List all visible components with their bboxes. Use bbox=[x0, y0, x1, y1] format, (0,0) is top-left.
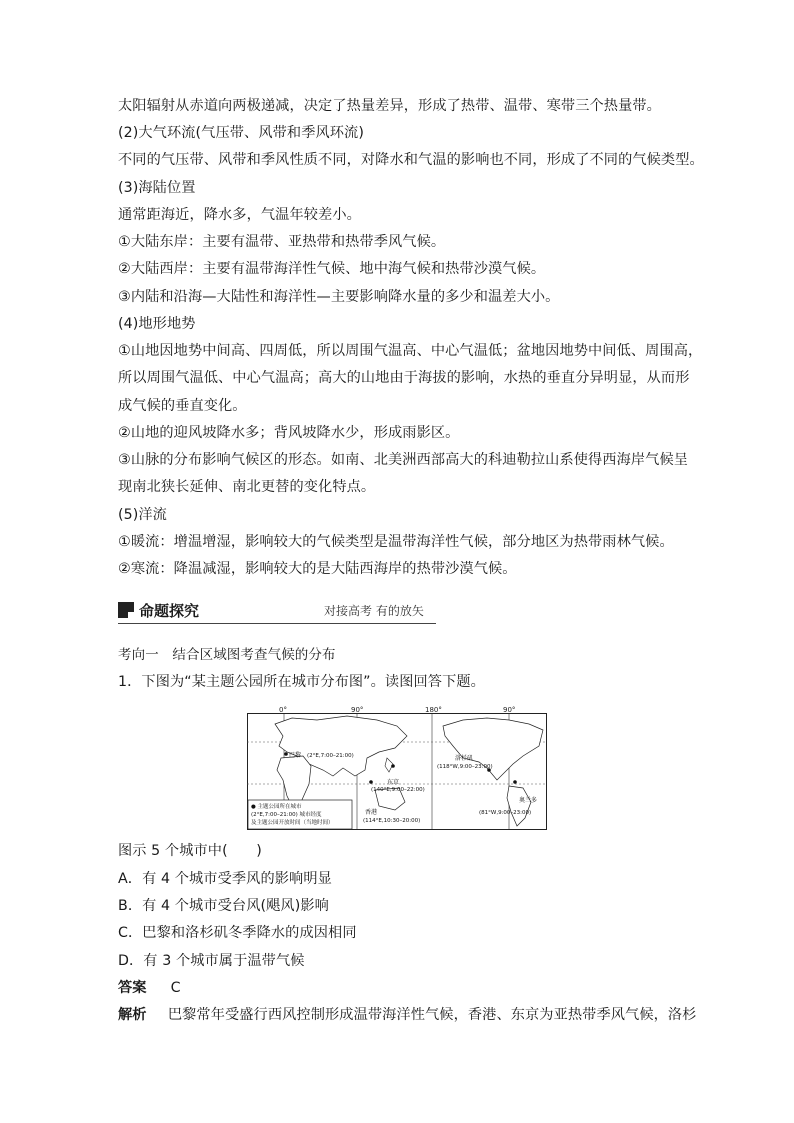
city-info-tokyo: (140°E,9:00–22:00) bbox=[371, 787, 425, 793]
paragraph: (5)洋流 bbox=[118, 507, 167, 523]
paragraph: ②寒流：降温减湿，影响较大的是大陆西海岸的热带沙漠气候。 bbox=[118, 561, 517, 577]
paragraph: ①大陆东岸：主要有温带、亚热带和热带季风气候。 bbox=[118, 234, 446, 250]
analysis-label: 解析 bbox=[118, 1007, 147, 1023]
section-rule bbox=[118, 623, 436, 624]
paragraph: (3)海陆位置 bbox=[118, 180, 196, 196]
city-info-losangeles: (118°W,9:00–23:00) bbox=[437, 764, 493, 770]
option-d[interactable]: D．有 3 个城市属于温带气候 bbox=[118, 953, 305, 969]
paragraph: (2)大气环流(气压带、风带和季风环流) bbox=[118, 125, 364, 141]
option-a[interactable]: A．有 4 个城市受季风的影响明显 bbox=[118, 871, 332, 887]
city-label-paris: 巴黎 bbox=[289, 752, 302, 759]
city-info-paris: (2°E,7:00–21:00) bbox=[307, 753, 354, 759]
answer-label: 答案 bbox=[118, 980, 147, 996]
paragraph: 所以周围气温低、中心气温高；高大的山地由于海拔的影响，水热的垂直分异明显，从而形 bbox=[118, 370, 690, 386]
paragraph: ③山脉的分布影响气候区的形态。如南、北美洲西部高大的科迪勒拉山系使得西海岸气候呈 bbox=[118, 452, 689, 468]
city-info-hongkong: (114°E,10:30–20:00) bbox=[363, 818, 421, 824]
legend-line: (2°E,7:00–21:00) 城市经度 bbox=[251, 812, 322, 818]
legend-title: ● 主题公园所在城市 bbox=[251, 804, 302, 810]
question-stem: 1．下图为“某主题公园所在城市分布图”。读图回答下题。 bbox=[118, 674, 485, 690]
option-c[interactable]: C．巴黎和洛杉矶冬季降水的成因相同 bbox=[118, 925, 357, 941]
paragraph: (4)地形地势 bbox=[118, 316, 196, 332]
city-label-hongkong: 香港 bbox=[365, 809, 378, 816]
lon-label: 90° bbox=[503, 706, 516, 714]
paragraph: 不同的气压带、风带和季风性质不同，对降水和气温的影响也不同，形成了不同的气候类型。 bbox=[118, 152, 704, 168]
section-title: 命题探究 bbox=[139, 602, 200, 620]
paragraph: 成气候的垂直变化。 bbox=[118, 398, 247, 414]
analysis-row bbox=[118, 1005, 696, 1025]
paragraph: 通常距海近，降水多，气温年较差小。 bbox=[118, 207, 361, 223]
paragraph: ②大陆西岸：主要有温带海洋性气候、地中海气候和热带沙漠气候。 bbox=[118, 261, 546, 277]
answer-value: C bbox=[170, 980, 181, 996]
paragraph: ①暖流：增温增湿，影响较大的气候类型是温带海洋性气候，部分地区为热带雨林气候。 bbox=[118, 534, 674, 550]
legend-line: 及主题公园开放时间（当地时间） bbox=[251, 820, 334, 826]
section-marker-notch bbox=[128, 612, 134, 618]
paragraph: 现南北狭长延伸、南北更替的变化特点。 bbox=[118, 479, 376, 495]
question-prompt: 图示 5 个城市中( ) bbox=[118, 843, 262, 859]
lon-label: 0° bbox=[279, 706, 287, 714]
paragraph: 太阳辐射从赤道向两极递减，决定了热量差异，形成了热带、温带、寒带三个热量带。 bbox=[118, 98, 661, 114]
answer-row bbox=[118, 978, 181, 998]
city-info-orlando: (81°W,9:00–23:00) bbox=[479, 810, 532, 816]
paragraph: ②山地的迎风坡降水多；背风坡降水少，形成雨影区。 bbox=[118, 425, 460, 441]
section-header bbox=[118, 598, 436, 624]
question-direction: 考向一 结合区域图考查气候的分布 bbox=[118, 647, 336, 663]
city-label-tokyo: 东京 bbox=[387, 779, 400, 786]
analysis-text: 巴黎常年受盛行西风控制形成温带海洋性气候，香港、东京为亚热带季风气候，洛杉 bbox=[167, 1007, 697, 1023]
lon-label: 180° bbox=[425, 706, 442, 714]
lon-label: 90° bbox=[351, 706, 364, 714]
paragraph: ①山地因地势中间高、四周低，所以周围气温高、中心气温低；盆地因地势中间低、周围高， bbox=[118, 343, 703, 359]
option-b[interactable]: B．有 4 个城市受台风(飓风)影响 bbox=[118, 898, 329, 914]
section-subtitle: 对接高考 有的放矢 bbox=[324, 604, 424, 618]
paragraph: ③内陆和沿海—大陆性和海洋性—主要影响降水量的多少和温差大小。 bbox=[118, 289, 560, 305]
city-label-orlando: 奥兰多 bbox=[519, 797, 538, 804]
city-label-losangeles: 洛杉矶 bbox=[455, 755, 474, 762]
city-distribution-map bbox=[247, 706, 547, 830]
